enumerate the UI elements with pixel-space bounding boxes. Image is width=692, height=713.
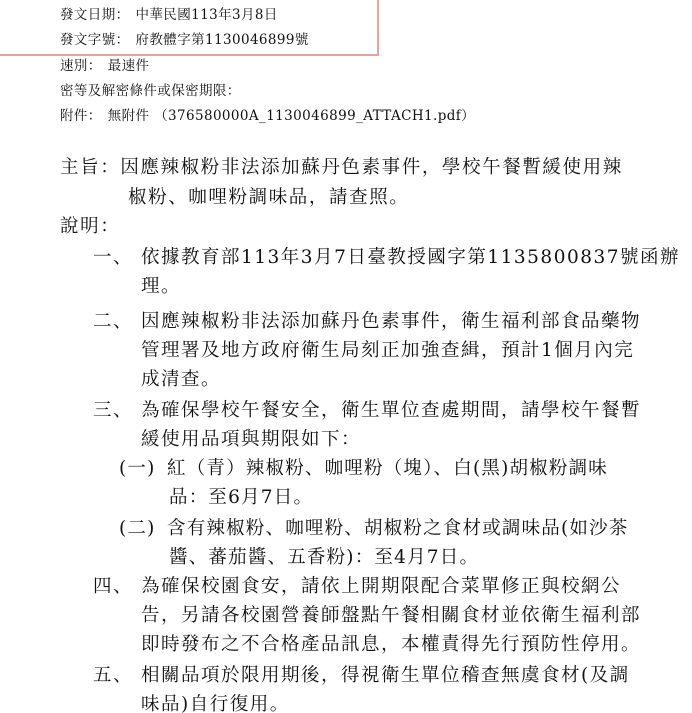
item-line: 為確保學校午餐安全，衛生單位查處期間，請學校午餐暫 [141,400,642,421]
item-number: 二、 [93,311,134,332]
item-line: 即時發布之不合格產品訊息，本權責得先行預防性停用。 [141,634,642,655]
item-line: 理。 [141,276,182,297]
item-line: 因應辣椒粉非法添加蘇丹色素事件，衛生福利部食品藥物 [141,311,642,332]
meta-date [60,6,278,24]
meta-docno-value: 府教體字第1130046899號 [135,32,309,48]
item-text [141,243,680,301]
meta-date-value: 中華民國113年3月8日 [135,7,278,23]
subitem-number: (二) [119,518,156,539]
item-text [141,396,641,454]
item-line: 味品)自行復用。 [141,694,290,713]
subitem-text [167,514,629,572]
explain-label: 說明： [60,216,121,237]
subitem-line: 紅（青）辣椒粉、咖哩粉（塊）、白(黑)胡椒粉調味 [167,458,608,479]
subitem-number: (一) [119,458,156,479]
item-number: 四、 [93,576,134,597]
meta-attachment [60,107,475,125]
header-border-horizontal [0,54,379,56]
subject-line-2: 椒粉、咖哩粉調味品，請查照。 [128,187,410,208]
item-line: 為確保校園食安，請依上開期限配合菜單修正與校網公 [141,576,622,597]
item-line: 緩使用品項與期限如下： [141,429,362,450]
item-number: 五、 [93,665,134,686]
item-line: 管理署及地方政府衛生局刻正加強查緝，預計1個月內完 [141,340,635,361]
item-text [141,661,630,713]
meta-docno-label: 發文字號： [60,32,130,48]
meta-attachment-value[interactable]: 無附件 （376580000A_1130046899_ATTACH1.pdf） [107,108,476,124]
item-text [141,572,641,659]
subitem-line: 品：至6月7日。 [169,487,314,508]
item-line: 告，另請各校園營養師盤點午餐相關食材並依衛生福利部 [141,605,642,626]
subject-label: 主旨： [60,157,121,178]
subitem-line: 含有辣椒粉、咖哩粉、胡椒粉之食材或調味品(如沙茶 [167,518,629,539]
meta-secrecy-label: 密等及解密條件或保密期限： [60,83,241,99]
meta-docno [60,31,309,49]
meta-speed-value: 最速件 [107,58,150,74]
meta-speed [60,57,149,75]
header-border-vertical [377,0,379,54]
item-number: 一、 [93,247,134,268]
meta-secrecy [60,82,241,100]
subitem-text [167,454,608,512]
item-line: 依據教育部113年3月7日臺教授國字第1135800837號函辦 [141,247,681,268]
item-text [141,307,641,394]
item-number: 三、 [93,400,134,421]
item-line: 相關品項於限用期後，得視衛生單位稽查無虞食材(及調 [141,665,630,686]
subject-block [60,153,623,213]
meta-attachment-label: 附件： [60,108,102,124]
meta-date-label: 發文日期： [60,7,130,23]
meta-speed-label: 速別： [60,58,102,74]
subitem-line: 醬、蕃茄醬、五香粉)：至4月7日。 [169,547,480,568]
item-line: 成清查。 [141,369,222,390]
subject-line-1: 因應辣椒粉非法添加蘇丹色素事件，學校午餐暫緩使用辣 [120,157,623,178]
